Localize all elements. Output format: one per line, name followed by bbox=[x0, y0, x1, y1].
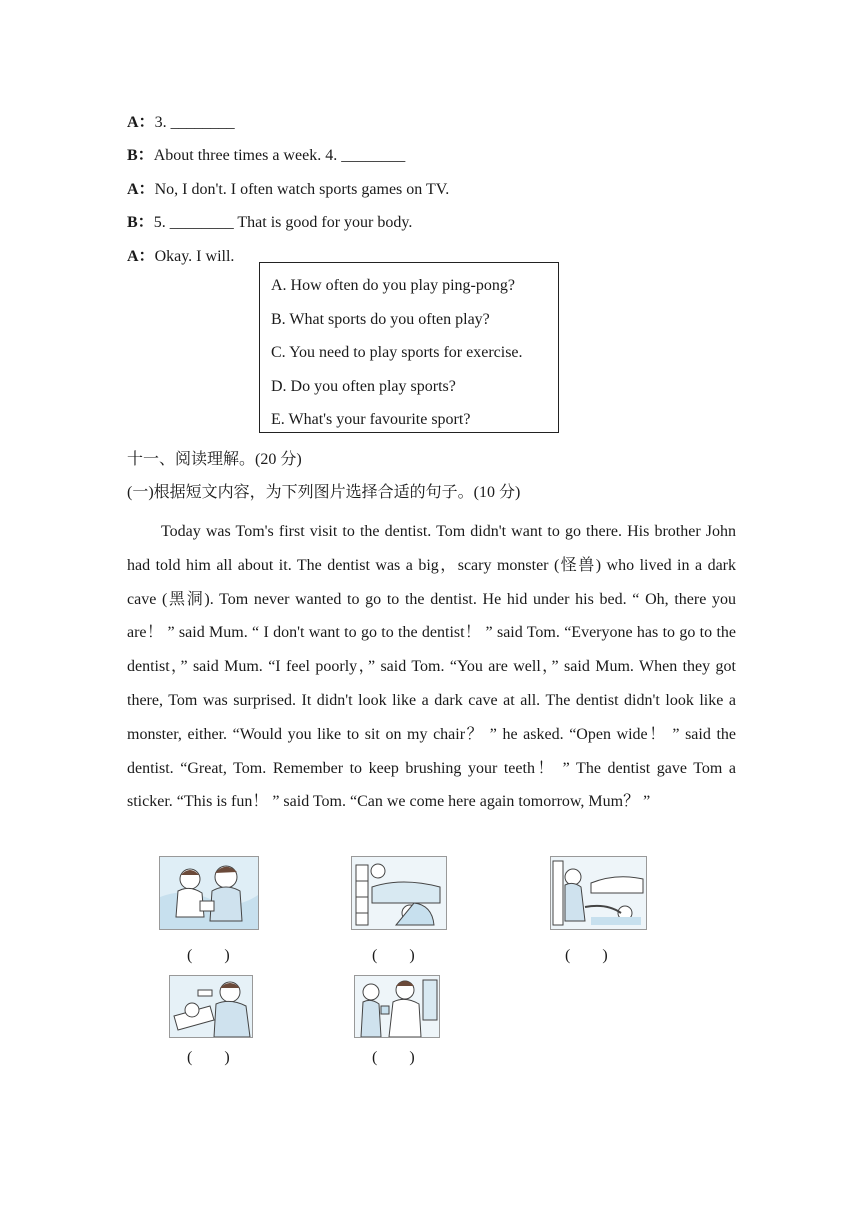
speaker-label: A： bbox=[127, 248, 155, 265]
section-title: 十一、阅读理解。(20 分) bbox=[127, 451, 302, 468]
mum-finding-boy-under-bed-illustration bbox=[550, 856, 647, 930]
option-a: A. How often do you play ping-pong? bbox=[271, 277, 515, 294]
reading-passage: Today was Tom's first visit to the dentist. Tom didn't want to go there. His brother John had told him all about it. The dentist was a big，scary monster (怪兽) who lived in a dark cave (黑洞). Tom never wanted to go to the dentist. He hid under his bed. “ Oh, there you are！ ” said Mum. “ I don't want to go to the dentist！ ” said Tom. “Everyone has to go to the dentist，” said Mum. “I feel poorly，” said Tom. “You are well，” said Mum. When they got there, Tom was surprised. It didn't look like a dark cave at all. The dentist didn't look like a monster, either. “Would you like to sit on my chair？ ” he asked. “Open wide！ ” said the dentist. “Great, Tom. Remember to keep brushing your teeth！ ” The dentist gave Tom a sticker. “This is fun！ ” said Tom. “Can we come here again tomorrow, Mum？ ” bbox=[127, 523, 736, 811]
subsection-title: (一)根据短文内容，为下列图片选择合适的句子。(10 分) bbox=[127, 484, 521, 501]
dialogue-text: No, I don't. I often watch sports games on TV. bbox=[154, 181, 450, 198]
dialogue-text: About three times a week. 4. ________ bbox=[153, 147, 406, 164]
dialogue-line-2 bbox=[127, 146, 405, 166]
dentist-chair-illustration bbox=[169, 975, 253, 1038]
dialogue-line-3 bbox=[127, 180, 449, 200]
option-b: B. What sports do you often play? bbox=[271, 311, 490, 328]
option-c: C. You need to play sports for exercise. bbox=[271, 344, 523, 361]
dialogue-line-5 bbox=[127, 247, 234, 267]
answer-blank-4: ( ) bbox=[187, 1049, 230, 1066]
answer-blank-5: ( ) bbox=[372, 1049, 415, 1066]
speaker-label: A： bbox=[127, 114, 155, 131]
option-d: D. Do you often play sports? bbox=[271, 378, 456, 395]
dialogue-line-1 bbox=[127, 113, 235, 133]
dialogue-text: Okay. I will. bbox=[154, 248, 235, 265]
boys-talking-illustration bbox=[159, 856, 259, 930]
options-box bbox=[259, 262, 559, 433]
dialogue-text: 5. ________ That is good for your body. bbox=[153, 214, 413, 231]
answer-blank-3: ( ) bbox=[565, 947, 608, 964]
option-e: E. What's your favourite sport? bbox=[271, 411, 471, 428]
answer-blank-2: ( ) bbox=[372, 947, 415, 964]
speaker-label: A： bbox=[127, 181, 155, 198]
dialogue-text: 3. ________ bbox=[154, 114, 235, 131]
boy-hiding-by-bed-illustration bbox=[351, 856, 447, 930]
speaker-label: B： bbox=[127, 147, 154, 164]
speaker-label: B： bbox=[127, 214, 154, 231]
dialogue-line-4 bbox=[127, 213, 412, 233]
dentist-giving-sticker-illustration bbox=[354, 975, 440, 1038]
answer-blank-1: ( ) bbox=[187, 947, 230, 964]
